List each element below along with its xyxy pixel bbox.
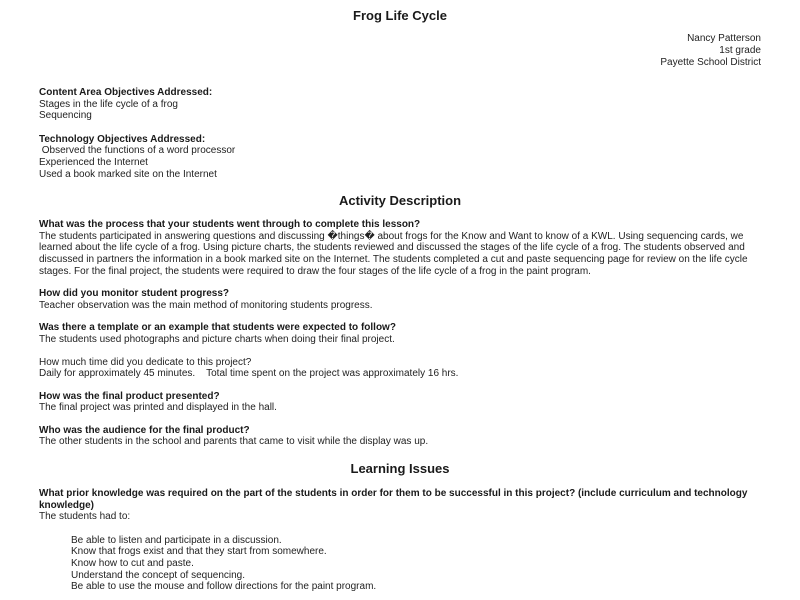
technology-objective-item: Experienced the Internet	[39, 156, 148, 168]
answer: The students used photographs and picture charts when doing their final project.	[39, 333, 395, 345]
qa-template	[39, 322, 761, 345]
question: Who was the audience for the final product?	[39, 424, 250, 436]
author-block	[39, 33, 761, 69]
answer: The students participated in answering questions and discussing �things� about frogs for the Know and Want to know of a KWL. Using sequencing cards, we learned about the life cycle of a frog. Using picture charts, the students reviewed and discussed the stages of the life cycle of a frog. The students observed and discussed in partners the information in a book marked site on the Internet. The students completed a cut and paste sequencing page for review on the life cycle stages. For the final project, the students were required to draw the four stages of the life cycle of a frog in the paint program.	[39, 230, 748, 277]
question: What prior knowledge was required on the part of the students in order for them to be successful in this project? (include curriculum and technology knowledge)	[39, 488, 748, 511]
question: What was the process that your students went through to complete this lesson?	[39, 219, 421, 231]
qa-audience	[39, 425, 761, 448]
qa-presentation	[39, 391, 761, 414]
intro: The students had to:	[39, 511, 131, 523]
list-item: Be able to listen and participate in a discussion.	[71, 534, 282, 546]
document-page	[39, 0, 761, 593]
technology-objective-item: Observed the functions of a word processor	[39, 145, 236, 157]
content-objectives-label: Content Area Objectives Addressed:	[39, 87, 213, 98]
technology-objectives	[39, 134, 761, 180]
list-item: Be able to use the mouse and follow directions for the paint program.	[71, 581, 377, 593]
question: How did you monitor student progress?	[39, 288, 229, 300]
author-name: Nancy Patterson	[687, 33, 761, 44]
list-item: Understand the concept of sequencing.	[71, 569, 246, 581]
content-objectives	[39, 87, 761, 122]
answer: Daily for approximately 45 minutes. Total time spent on the project was approximately 16 hrs.	[39, 368, 459, 380]
qa-time	[39, 357, 761, 380]
prior-knowledge-list	[39, 535, 761, 593]
qa-monitoring	[39, 288, 761, 311]
answer: The final project was printed and displayed in the hall.	[39, 402, 277, 414]
document-title: Frog Life Cycle	[353, 8, 447, 23]
author-district: Payette School District	[660, 57, 761, 68]
question: Was there a template or an example that students were expected to follow?	[39, 322, 396, 334]
prior-knowledge	[39, 488, 761, 523]
list-item: Know that frogs exist and that they start from somewhere.	[71, 546, 327, 558]
content-objective-item: Sequencing	[39, 110, 92, 122]
learning-issues-heading: Learning Issues	[350, 461, 450, 477]
technology-objective-item: Used a book marked site on the Internet	[39, 168, 217, 180]
answer: Teacher observation was the main method of monitoring students progress.	[39, 299, 373, 311]
content-objective-item: Stages in the life cycle of a frog	[39, 98, 178, 110]
question: How much time did you dedicate to this project?	[39, 356, 252, 368]
activity-description-heading: Activity Description	[338, 193, 462, 209]
question: How was the final product presented?	[39, 390, 220, 402]
technology-objectives-label: Technology Objectives Addressed:	[39, 133, 206, 145]
answer: The other students in the school and parents that came to visit while the display was up.	[39, 436, 429, 448]
qa-process	[39, 219, 761, 277]
author-grade: 1st grade	[719, 45, 761, 56]
list-item: Know how to cut and paste.	[71, 558, 194, 570]
